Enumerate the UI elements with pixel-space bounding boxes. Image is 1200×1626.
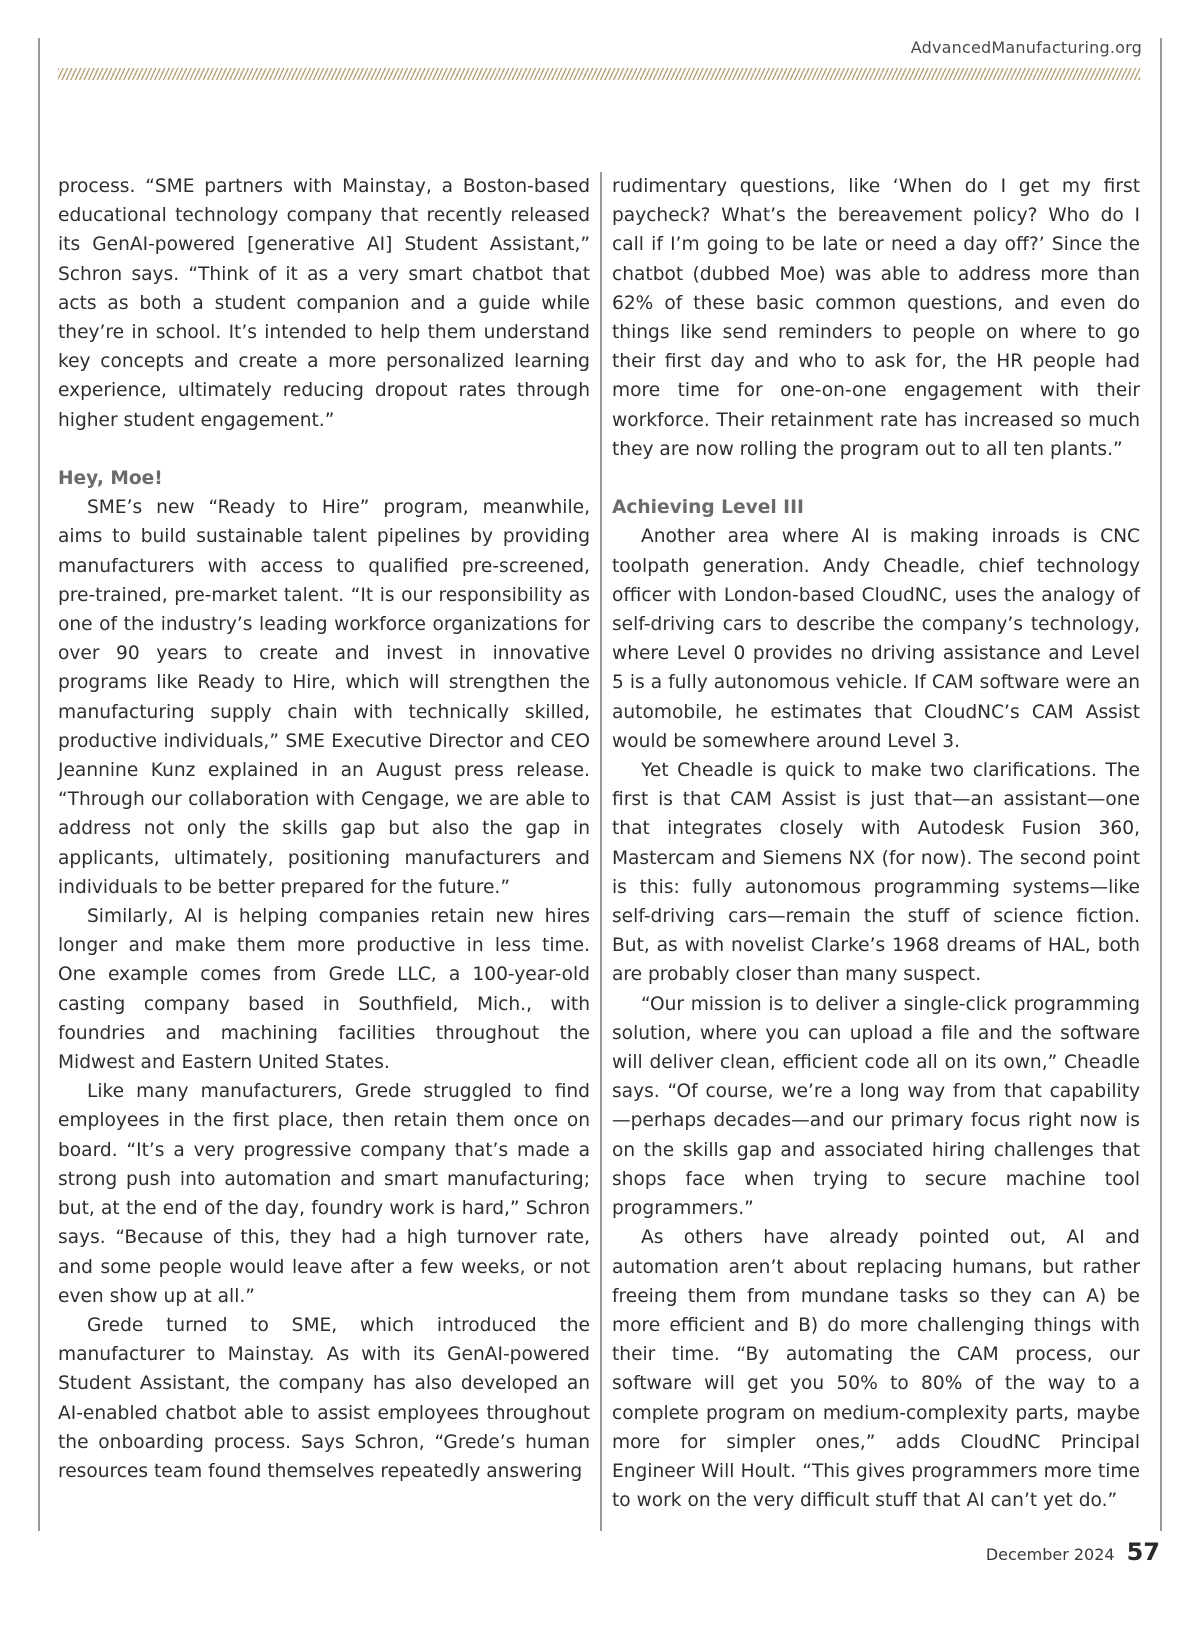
paragraph: Yet Cheadle is quick to make two clarifications. The first is that CAM Assist is just that—an assistant—one that integrates closely with Autodesk Fusion 360, Mastercam and Siemens NX (for now). The second point is this: fully autonomous programming systems—like self-driving cars—remain the stuff of science fiction. But, as with novelist Clarke’s 1968 dreams of HAL, both are probably closer than many suspect. [612,760,1140,986]
paragraph: As others have already pointed out, AI and automation aren’t about replacing humans, but rather freeing them from mundane tasks so they can A) be more efficient and B) do more challenging things with their time. “By automating the CAM process, our software will get you 50% to 80% of the way to a complete program on medium-complexity parts, maybe more for simpler ones,” adds CloudNC Principal Engineer Will Hoult. “This gives programmers more time to work on the very difficult stuff that AI can’t yet do.” [612,1227,1140,1512]
site-url: AdvancedManufacturing.org [910,38,1142,57]
paragraph: process. “SME partners with Mainstay, a Boston-based educational technology company that recently released its GenAI-powered [generative AI] Student Assistant,” Schron says. “Think of it as a very smart chatbot that acts as both a student companion and a guide while they’re in school. It’s intended to help them understand key concepts and create a more personalized learning experience, ultimately reducing dropout rates through higher student engagement.” [58,176,590,431]
section-heading-hey-moe: Hey, Moe! [58,468,163,490]
paragraph: Like many manufacturers, Grede struggled to find employees in the first place, then retain them once on board. “It’s a very progressive company that’s made a strong push into automation and smart manufacturing; but, at the end of the day, foundry work is hard,” Schron says. “Because of this, they had a high turnover rate, and some people would leave after a few weeks, or not even show up at all.” [58,1081,590,1307]
article-column-left [58,172,590,1486]
page-number: 57 [1126,1538,1160,1566]
section-heading-achieving-level-iii: Achieving Level III [612,497,804,519]
paragraph: Grede turned to SME, which introduced the manufacturer to Mainstay. As with its GenAI-powered Student Assistant, the company has also developed an AI-enabled chatbot able to assist employees throughout the onboarding process. Says Schron, “Grede’s human resources team found themselves repeatedly answering [58,1314,590,1482]
article-column-right [612,172,1140,1515]
paragraph: Another area where AI is making inroads is CNC toolpath generation. Andy Cheadle, chief technology officer with London-based CloudNC, uses the analogy of self-driving cars to describe the company’s technology, where Level 0 provides no driving assistance and Level 5 is a fully autonomous vehicle. If CAM software were an automobile, he estimates that CloudNC’s CAM Assist would be somewhere around Level 3. [612,526,1140,752]
header-hatch-band [58,68,1140,80]
paragraph: Similarly, AI is helping companies retain new hires longer and make them more productive in less time. One example comes from Grede LLC, a 100-year-old casting company based in Southfield, Mich., with foundries and machining facilities throughout the Midwest and Eastern United States. [58,906,590,1074]
page-footer [986,1538,1160,1566]
right-page-rule [1160,38,1162,1531]
issue-date: December 2024 [985,1545,1115,1564]
paragraph: SME’s new “Ready to Hire” program, meanwhile, aims to build sustainable talent pipelines by providing manufacturers with access to qualified pre-screened, pre-trained, pre-market talent. “It is our responsibility as one of the industry’s leading workforce organizations for over 90 years to create and invest in innovative programs like Ready to Hire, which will strengthen the manufacturing supply chain with technically skilled, productive individuals,” SME Executive Director and CEO Jeannine Kunz explained in an August press release. “Through our collaboration with Cengage, we are able to address not only the skills gap but also the gap in applicants, ultimately, positioning manufacturers and individuals to be better prepared for the future.” [58,497,590,898]
paragraph: rudimentary questions, like ‘When do I get my first paycheck? What’s the bereavement policy? Who do I call if I’m going to be late or need a day off?’ Since the chatbot (dubbed Moe) was able to address more than 62% of these basic common questions, and even do things like send reminders to people on where to go their first day and who to ask for, the HR people had more time for one-on-one engagement with their workforce. Their retainment rate has increased so much they are now rolling the program out to all ten plants.” [612,176,1140,460]
column-divider [600,172,602,1531]
paragraph: “Our mission is to deliver a single-click programming solution, where you can upload a file and the software will deliver clean, efficient code all on its own,” Cheadle says. “Of course, we’re a long way from that capability—perhaps decades—and our primary focus right now is on the skills gap and associated hiring challenges that shops face when trying to secure machine tool programmers.” [612,993,1140,1220]
left-page-rule [38,38,40,1531]
